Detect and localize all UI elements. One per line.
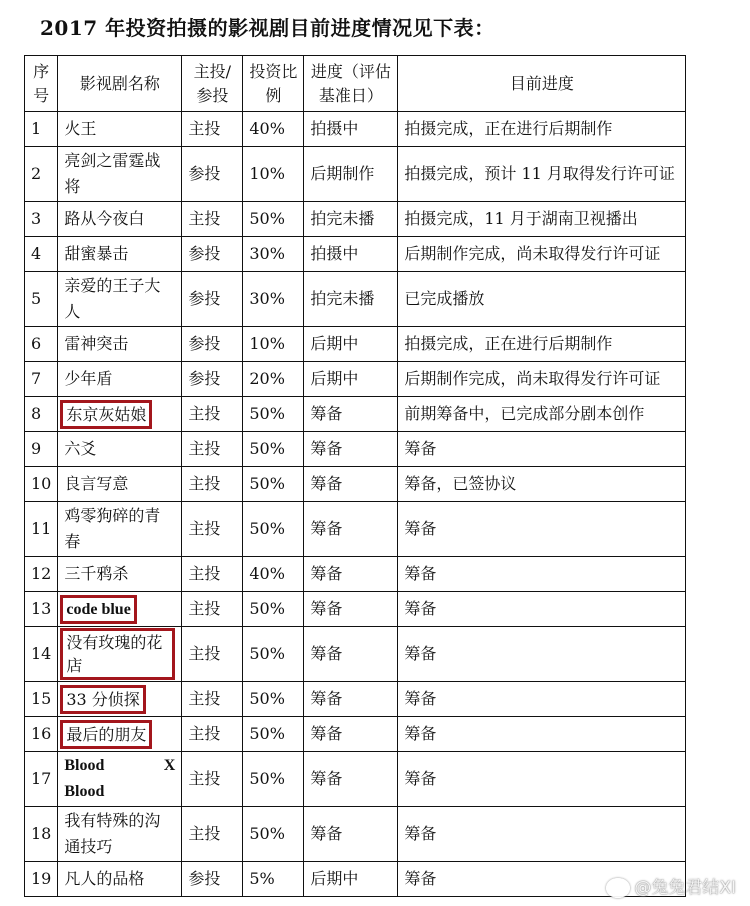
status-cell: 后期制作 (304, 147, 398, 202)
role-cell: 参投 (182, 327, 243, 362)
status-cell: 拍摄中 (304, 112, 398, 147)
ratio-cell: 50% (243, 502, 304, 557)
title-cell: 少年盾 (58, 362, 182, 397)
row-number: 9 (25, 432, 58, 467)
watermark-text: @兔兔君结XI (634, 878, 736, 898)
table-row (25, 432, 686, 467)
highlighted-title: 最后的朋友 (60, 720, 152, 749)
table-row (25, 557, 686, 592)
row-number: 4 (25, 237, 58, 272)
status-cell: 筹备 (304, 752, 398, 807)
title-cell: 三千鸦杀 (58, 557, 182, 592)
title-cell (58, 717, 182, 752)
title-cell (58, 397, 182, 432)
table-row (25, 237, 686, 272)
ratio-cell: 50% (243, 202, 304, 237)
ratio-cell: 20% (243, 362, 304, 397)
table-row (25, 202, 686, 237)
title-part: X (163, 757, 176, 774)
document-title: 2017 年投资拍摄的影视剧目前进度情况见下表： (40, 16, 495, 40)
ratio-cell: 50% (243, 682, 304, 717)
role-cell: 主投 (182, 752, 243, 807)
title-cell: 六爻 (58, 432, 182, 467)
table-row (25, 627, 686, 682)
title-cell: 火王 (58, 112, 182, 147)
role-cell: 主投 (182, 682, 243, 717)
title-cell (58, 752, 182, 807)
title-cell: 甜蜜暴击 (58, 237, 182, 272)
status-cell: 筹备 (304, 467, 398, 502)
role-cell: 主投 (182, 557, 243, 592)
table-row (25, 112, 686, 147)
row-number: 14 (25, 627, 58, 682)
progress-cell: 筹备 (398, 752, 686, 807)
progress-cell: 前期筹备中，已完成部分剧本创作 (398, 397, 686, 432)
table-row (25, 467, 686, 502)
role-cell: 参投 (182, 272, 243, 327)
status-cell: 后期中 (304, 362, 398, 397)
role-cell: 主投 (182, 627, 243, 682)
progress-cell: 已完成播放 (398, 272, 686, 327)
title-cell (58, 592, 182, 627)
ratio-cell: 50% (243, 432, 304, 467)
row-number: 10 (25, 467, 58, 502)
progress-cell: 拍摄完成，正在进行后期制作 (398, 327, 686, 362)
highlighted-title: code blue (60, 595, 136, 624)
table-row (25, 272, 686, 327)
title-part: Blood (64, 757, 105, 774)
progress-table (24, 55, 686, 897)
progress-cell: 后期制作完成，尚未取得发行许可证 (398, 237, 686, 272)
title-cell (58, 627, 182, 682)
table-row (25, 807, 686, 862)
status-cell: 筹备 (304, 682, 398, 717)
progress-cell: 筹备 (398, 502, 686, 557)
status-cell: 筹备 (304, 557, 398, 592)
status-cell: 筹备 (304, 592, 398, 627)
ratio-cell: 10% (243, 327, 304, 362)
role-cell: 主投 (182, 467, 243, 502)
ratio-cell: 40% (243, 557, 304, 592)
status-cell: 筹备 (304, 717, 398, 752)
row-number: 16 (25, 717, 58, 752)
table-row (25, 362, 686, 397)
progress-cell: 筹备 (398, 717, 686, 752)
role-cell: 主投 (182, 432, 243, 467)
row-number: 5 (25, 272, 58, 327)
title-cell: 雷神突击 (58, 327, 182, 362)
role-cell: 主投 (182, 397, 243, 432)
table-row (25, 862, 686, 897)
role-cell: 主投 (182, 807, 243, 862)
progress-cell: 筹备 (398, 557, 686, 592)
header-status: 进度（评估基准日） (304, 56, 398, 112)
progress-cell: 拍摄完成，11 月于湖南卫视播出 (398, 202, 686, 237)
table-row (25, 592, 686, 627)
ratio-cell: 10% (243, 147, 304, 202)
table-row (25, 682, 686, 717)
progress-cell: 拍摄完成，预计 11 月取得发行许可证 (398, 147, 686, 202)
table-row (25, 147, 686, 202)
role-cell: 参投 (182, 362, 243, 397)
header-no: 序号 (25, 56, 58, 112)
table-row (25, 717, 686, 752)
role-cell: 主投 (182, 112, 243, 147)
row-number: 12 (25, 557, 58, 592)
status-cell: 筹备 (304, 502, 398, 557)
status-cell: 拍完未播 (304, 272, 398, 327)
title-line-1 (64, 753, 175, 779)
title-line-2 (64, 779, 175, 805)
title-cell: 我有特殊的沟通技巧 (58, 807, 182, 862)
row-number: 18 (25, 807, 58, 862)
header-ratio: 投资比例 (243, 56, 304, 112)
progress-cell: 拍摄完成，正在进行后期制作 (398, 112, 686, 147)
status-cell: 后期中 (304, 862, 398, 897)
title-cell: 路从今夜白 (58, 202, 182, 237)
title-cell: 良言写意 (58, 467, 182, 502)
status-cell: 筹备 (304, 397, 398, 432)
ratio-cell: 50% (243, 627, 304, 682)
ratio-cell: 5% (243, 862, 304, 897)
header-role: 主投/参投 (182, 56, 243, 112)
table-row (25, 502, 686, 557)
weibo-watermark (606, 873, 736, 898)
row-number: 8 (25, 397, 58, 432)
ratio-cell: 30% (243, 272, 304, 327)
row-number: 13 (25, 592, 58, 627)
row-number: 3 (25, 202, 58, 237)
status-cell: 拍摄中 (304, 237, 398, 272)
role-cell: 主投 (182, 502, 243, 557)
table-row (25, 752, 686, 807)
ratio-cell: 30% (243, 237, 304, 272)
table-row (25, 397, 686, 432)
highlighted-title: 33 分侦探 (60, 685, 145, 714)
ratio-cell: 50% (243, 717, 304, 752)
ratio-cell: 40% (243, 112, 304, 147)
row-number: 2 (25, 147, 58, 202)
role-cell: 主投 (182, 202, 243, 237)
status-cell: 后期中 (304, 327, 398, 362)
title-cell: 鸡零狗碎的青春 (58, 502, 182, 557)
ratio-cell: 50% (243, 592, 304, 627)
title-cell (58, 682, 182, 717)
title-cell: 凡人的品格 (58, 862, 182, 897)
table-row (25, 327, 686, 362)
ratio-cell: 50% (243, 807, 304, 862)
row-number: 11 (25, 502, 58, 557)
row-number: 6 (25, 327, 58, 362)
progress-cell: 筹备，已签协议 (398, 467, 686, 502)
row-number: 7 (25, 362, 58, 397)
row-number: 15 (25, 682, 58, 717)
header-name: 影视剧名称 (58, 56, 182, 112)
header-progress: 目前进度 (398, 56, 686, 112)
title-part: Blood (64, 783, 105, 800)
status-cell: 筹备 (304, 432, 398, 467)
highlighted-title: 东京灰姑娘 (60, 400, 152, 429)
role-cell: 主投 (182, 592, 243, 627)
progress-cell: 筹备 (398, 807, 686, 862)
row-number: 1 (25, 112, 58, 147)
progress-cell: 筹备 (398, 862, 686, 897)
role-cell: 参投 (182, 862, 243, 897)
row-number: 19 (25, 862, 58, 897)
status-cell: 筹备 (304, 807, 398, 862)
ratio-cell: 50% (243, 752, 304, 807)
weibo-icon (606, 878, 630, 898)
title-cell: 亲爱的王子大人 (58, 272, 182, 327)
highlighted-title: 没有玫瑰的花店 (60, 628, 175, 680)
role-cell: 参投 (182, 237, 243, 272)
progress-cell: 后期制作完成，尚未取得发行许可证 (398, 362, 686, 397)
header-row (25, 56, 686, 112)
status-cell: 拍完未播 (304, 202, 398, 237)
progress-cell: 筹备 (398, 682, 686, 717)
progress-cell: 筹备 (398, 592, 686, 627)
row-number: 17 (25, 752, 58, 807)
ratio-cell: 50% (243, 467, 304, 502)
progress-cell: 筹备 (398, 432, 686, 467)
role-cell: 参投 (182, 147, 243, 202)
progress-cell: 筹备 (398, 627, 686, 682)
title-cell: 亮剑之雷霆战将 (58, 147, 182, 202)
ratio-cell: 50% (243, 397, 304, 432)
role-cell: 主投 (182, 717, 243, 752)
status-cell: 筹备 (304, 627, 398, 682)
